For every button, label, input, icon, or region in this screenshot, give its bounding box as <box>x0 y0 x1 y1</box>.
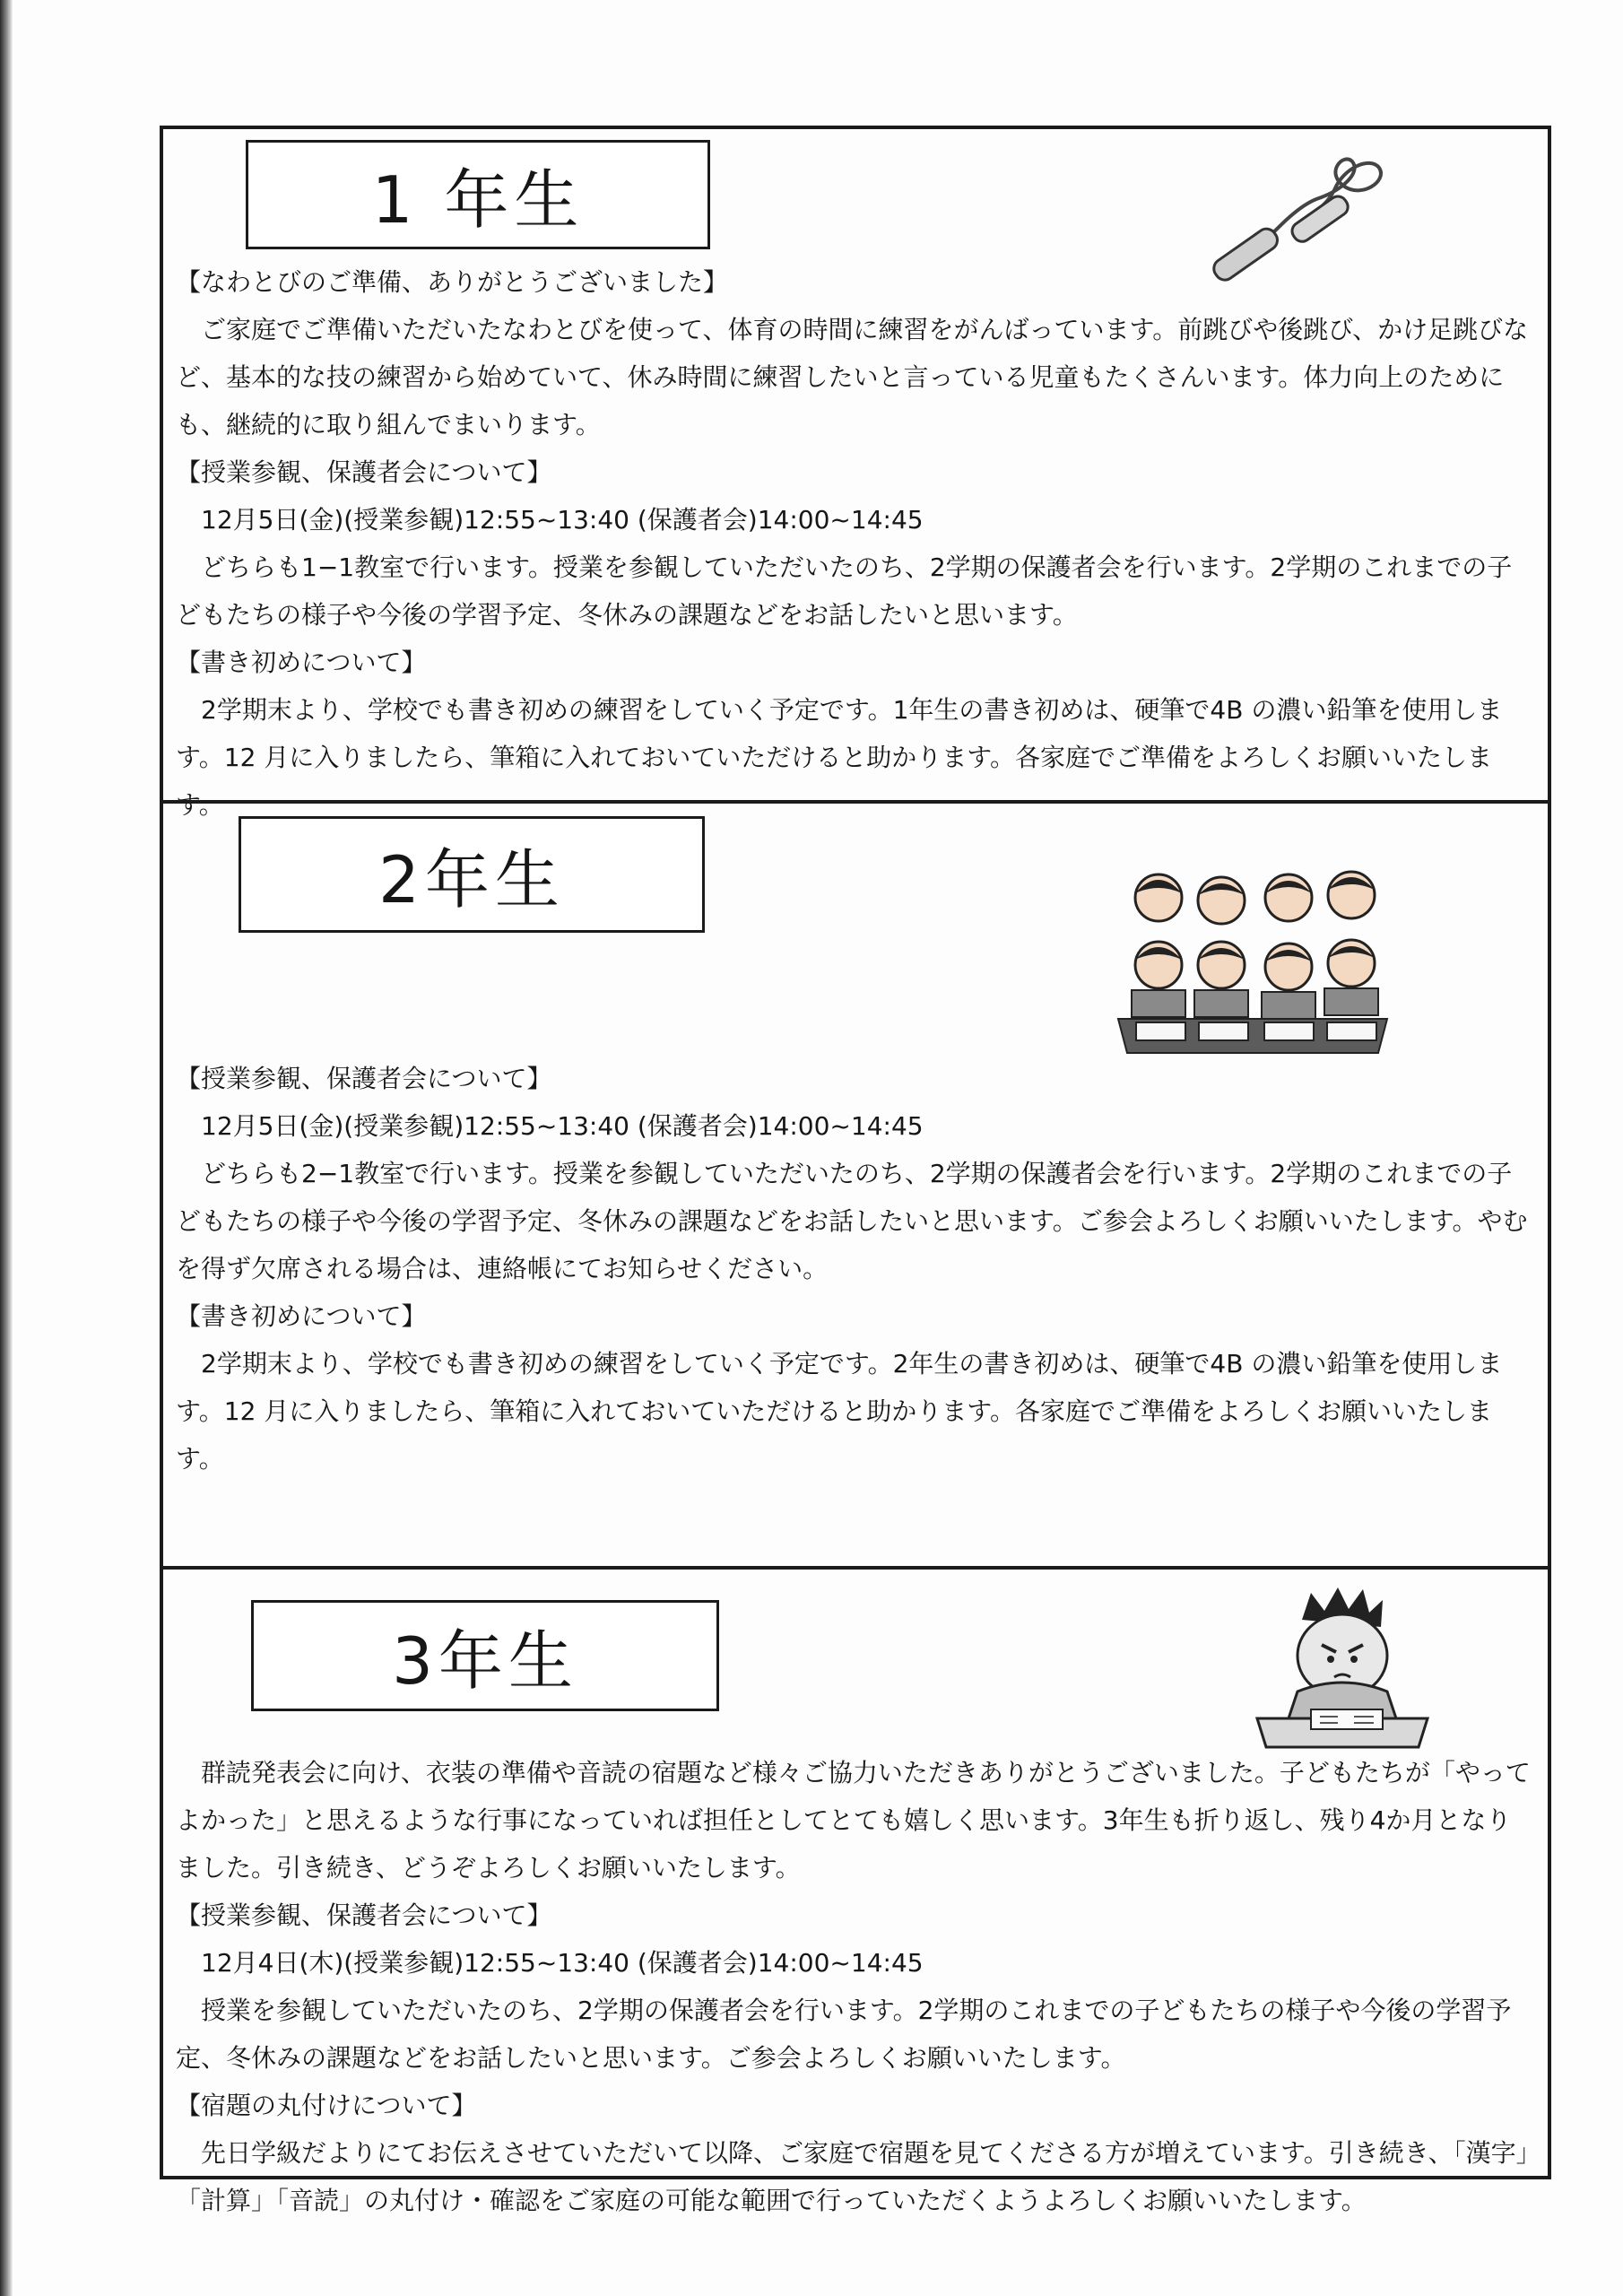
grade1-calligraphy-text: 2学期末より、学校でも書き初めの練習をしていく予定です。1年生の書き初めは、硬筆で4B の濃い鉛筆を使用します。12 月に入りましたら、筆箱に入れておいていただけると助かります。各家庭でご準備をよろしくお願いいたします。 <box>176 695 1503 820</box>
grade1-heading-jumprope: 【なわとびのご準備、ありがとうございました】 <box>176 267 729 297</box>
grade3-visit-text: 授業を参観していただいたのち、2学期の保護者会を行います。2学期のこれまでの子どもたちの様子や今後の学習予定、冬休みの課題などをお話したいと思います。ご参会よろしくお願いいたします。 <box>176 1996 1512 2073</box>
grade1-heading-visit: 【授業参観、保護者会について】 <box>176 457 552 487</box>
grade3-body <box>176 1749 1535 2224</box>
grade3-section <box>163 1570 1548 2215</box>
grade1-title: 1 年生 <box>246 140 710 249</box>
students-raising-hands-icon <box>1114 848 1392 1055</box>
grade2-calligraphy-text: 2学期末より、学校でも書き初めの練習をしていく予定です。2年生の書き初めは、硬筆で4B の濃い鉛筆を使用します。12 月に入りましたら、筆箱に入れておいていただけると助かります。各家庭でご準備をよろしくお願いいたします。 <box>176 1349 1503 1474</box>
grade3-schedule: 12月4日(木)(授業参観)12:55~13:40 (保護者会)14:00~14:45 <box>201 1948 924 1978</box>
grade2-schedule: 12月5日(金)(授業参観)12:55~13:40 (保護者会)14:00~14:45 <box>201 1111 924 1141</box>
grade2-body <box>176 1055 1535 1483</box>
grade3-heading-homework: 【宿題の丸付けについて】 <box>176 2091 477 2120</box>
student-studying-icon <box>1248 1584 1436 1754</box>
scan-edge <box>0 0 13 2296</box>
newsletter-frame <box>160 126 1551 2215</box>
grade2-heading-visit: 【授業参観、保護者会について】 <box>176 1064 552 1093</box>
grade3-homework-text: 先日学級だよりにてお伝えさせていただいて以降、ご家庭で宿題を見てくださる方が増えています。引き続き、「漢字」「計算」「音読」の丸付け・確認をご家庭の可能な範囲で行っていただくようよろしくお願いいたします。 <box>176 2138 1529 2215</box>
grade1-section <box>163 129 1548 820</box>
grade2-visit-text: どちらも2−1教室で行います。授業を参観していただいたのち、2学期の保護者会を行います。2学期のこれまでの子どもたちの様子や今後の学習予定、冬休みの課題などをお話したいと思います。ご参会よろしくお願いいたします。やむを得ず欠席される場合は、連絡帳にてお知らせください。 <box>176 1159 1528 1283</box>
grade1-jumprope-text: ご家庭でご準備いただいたなわとびを使って、体育の時間に練習をがんばっています。前跳びや後跳び、かけ足跳びなど、基本的な技の練習から始めていて、休み時間に練習したいと言っている児童もたくさんいます。体力向上のためにも、継続的に取り組んでまいります。 <box>176 315 1529 439</box>
grade1-schedule: 12月5日(金)(授業参観)12:55~13:40 (保護者会)14:00~14:45 <box>201 505 924 535</box>
grade3-thanks-text: 群読発表会に向け、衣装の準備や音読の宿題など様々ご協力いただきありがとうございました。子どもたちが「やってよかった」と思えるような行事になっていれば担任としてとても嬉しく思います。3年生も折り返し、残り4か月となりました。引き続き、どうぞよろしくお願いいたします。 <box>176 1758 1531 1883</box>
grade1-body <box>176 258 1535 829</box>
grade2-title: 2年生 <box>239 816 705 933</box>
grade2-section <box>163 804 1548 1566</box>
grade3-title: 3年生 <box>251 1600 719 1711</box>
grade3-heading-visit: 【授業参観、保護者会について】 <box>176 1900 552 1930</box>
grade1-heading-calligraphy: 【書き初めについて】 <box>176 648 427 677</box>
grade1-visit-text: どちらも1−1教室で行います。授業を参観していただいたのち、2学期の保護者会を行います。2学期のこれまでの子どもたちの様子や今後の学習予定、冬休みの課題などをお話したいと思います。 <box>176 552 1513 630</box>
grade2-heading-calligraphy: 【書き初めについて】 <box>176 1301 427 1331</box>
